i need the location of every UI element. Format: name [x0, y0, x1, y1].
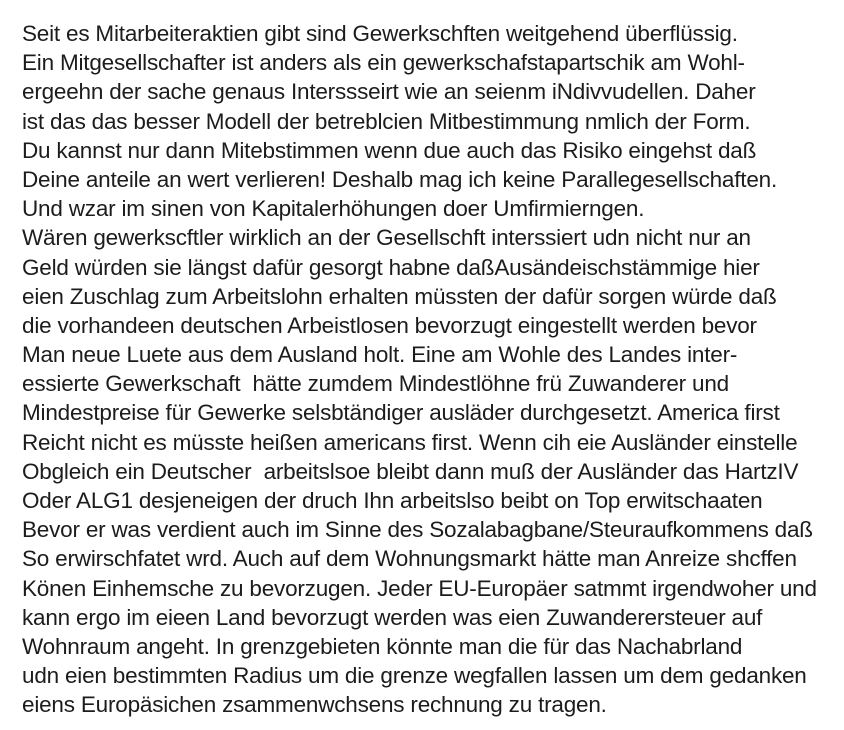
- text-line: Könen Einhemsche zu bevorzugen. Jeder EU-Europäer satmmt irgendwoher und: [22, 575, 817, 601]
- text-line: Ein Mitgesellschafter ist anders als ein gewerkschafstapartschik am Wohl-: [22, 50, 745, 76]
- text-line: die vorhandeen deutschen Arbeistlosen bevorzugt eingestellt werden bevor: [22, 312, 757, 338]
- text-line: eien Zuschlag zum Arbeitslohn erhalten müssten der dafür sorgen würde daß: [22, 283, 777, 309]
- text-line: So erwirschfatet wrd. Auch auf dem Wohnungsmarkt hätte man Anreize shcffen: [22, 546, 797, 572]
- text-line: essierte Gewerkschaft hätte zumdem Mindestlöhne frü Zuwanderer und: [22, 371, 729, 397]
- text-line: Geld würden sie längst dafür gesorgt habne daßAusändeischstämmige hier: [22, 254, 760, 280]
- text-line: Wären gewerkscftler wirklich an der Gesellschft interssiert udn nicht nur an: [22, 225, 751, 251]
- text-line: Reicht nicht es müsste heißen americans first. Wenn cih eie Ausländer einstelle: [22, 429, 798, 455]
- text-line: Du kannst nur dann Mitebstimmen wenn due auch das Risiko eingehst daß: [22, 137, 757, 163]
- text-line: ist das das besser Modell der betreblcien Mitbestimmung nmlich der Form.: [22, 108, 751, 134]
- text-line: kann ergo im eieen Land bevorzugt werden was eien Zuwanderersteuer auf: [22, 604, 763, 630]
- text-line: ergeehn der sache genaus Interssseirt wie an seienm iNdivvudellen. Daher: [22, 79, 756, 105]
- text-paragraph: [22, 19, 834, 720]
- text-line: Mindestpreise für Gewerke selsbtändiger ausläder durchgesetzt. America first: [22, 400, 780, 426]
- text-line: Deine anteile an wert verlieren! Deshalb mag ich keine Parallegesellschaften.: [22, 166, 778, 192]
- text-line: Obgleich ein Deutscher arbeitslsoe bleibt dann muß der Ausländer das HartzIV: [22, 458, 799, 484]
- text-line: Man neue Luete aus dem Ausland holt. Eine am Wohle des Landes inter-: [22, 342, 738, 368]
- text-line: udn eien bestimmten Radius um die grenze wegfallen lassen um dem gedanken: [22, 663, 807, 689]
- text-line: Oder ALG1 desjeneigen der druch Ihn arbeitslso beibt on Top erwitschaaten: [22, 488, 763, 513]
- text-line: eiens Europäsichen zsammenwchsens rechnung zu tragen.: [22, 692, 607, 718]
- text-line: Und wzar im sinen von Kapitalerhöhungen doer Umfirmierngen.: [22, 196, 645, 222]
- text-line: Wohnraum angeht. In grenzgebieten könnte man die für das Nachabrland: [22, 633, 743, 659]
- text-line: Seit es Mitarbeiteraktien gibt sind Gewerkschften weitgehend überflüssig.: [22, 21, 738, 46]
- text-line: Bevor er was verdient auch im Sinne des Sozalabagbane/Steuraufkommens daß: [22, 517, 813, 543]
